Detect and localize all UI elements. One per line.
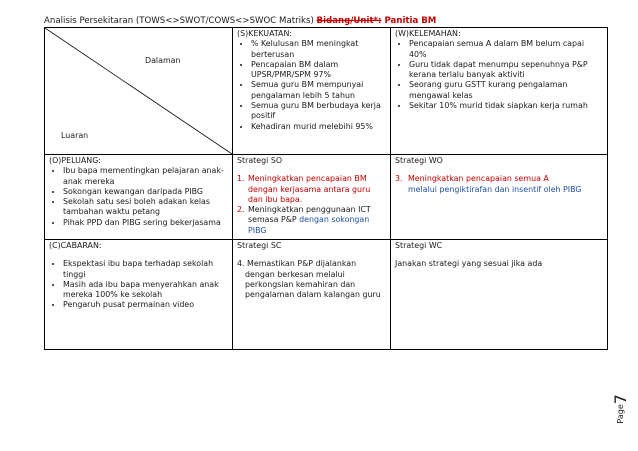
weakness-item: • Sekitar 10% murid tidak siapkan kerja rumah	[409, 101, 603, 111]
weakness-item: • Guru tidak dapat menumpu sepenuhnya P&P kerana terlalu banyak aktiviti	[409, 60, 603, 81]
document-title	[44, 16, 436, 26]
opportunity-item: • Pihak PPD dan PIBG sering bekerjasama	[63, 218, 228, 228]
so-item-2	[237, 205, 386, 236]
opportunities-list	[49, 166, 228, 228]
threat-item: • Masih ada ibu bapa menyerahkan anak mereka 100% ke sekolah	[63, 280, 228, 301]
corner-dalam-label: Dalaman	[145, 56, 181, 65]
title-suffix: Panitia BM	[381, 16, 437, 26]
strategy-sc-heading: Strategi SC	[237, 241, 282, 250]
strategy-so-cell	[233, 155, 391, 240]
strategy-wc-cell	[391, 240, 608, 350]
weakness-item: • Seorang guru GSTT kurang pengalaman mengawal kelas	[409, 80, 603, 101]
weaknesses-cell	[391, 28, 608, 155]
wo-item	[395, 174, 603, 195]
title-prefix: Analisis Persekitaran (TOWS<>SWOT/COWS<>SWOC Matriks)	[44, 16, 317, 26]
strategy-sc-cell	[233, 240, 391, 350]
strategy-wo-heading: Strategi WO	[395, 156, 443, 165]
strengths-cell	[233, 28, 391, 155]
weaknesses-heading: (W)KELEMAHAN:	[395, 29, 461, 38]
opportunity-item: • Sokongan kewangan daripada PIBG	[63, 187, 228, 197]
wo-item-blue-text: melalui pengiktirafan dan insentif oleh PIBG	[408, 184, 582, 194]
weakness-item: • Pencapaian semua A dalam BM belum capai 40%	[409, 39, 603, 60]
wo-item-red-text: Meningkatkan pencapaian semua A	[408, 174, 549, 184]
threat-item: • Ekspektasi ibu bapa terhadap sekolah tinggi	[63, 259, 228, 280]
wc-item-text: Janakan strategi yang sesuai jika ada	[395, 259, 543, 269]
threats-list	[49, 259, 228, 310]
strength-item: • Pencapaian BM dalam UPSR/PMR/SPM 97%	[251, 60, 386, 81]
opportunity-item: • Ibu bapa mementingkan pelajaran anak-anak mereka	[63, 166, 228, 187]
opportunity-item: • Sekolah satu sesi boleh adakan kelas tambahan waktu petang	[63, 197, 228, 218]
so-item-1	[237, 174, 386, 205]
weaknesses-list	[395, 39, 603, 111]
page-label: Page	[616, 404, 625, 424]
threats-cell	[45, 240, 233, 350]
opportunities-heading: (O)PELUANG:	[49, 156, 101, 165]
threat-item: • Pengaruh pusat permainan video	[63, 300, 228, 310]
threats-heading: (C)CABARAN:	[49, 241, 102, 250]
sc-item-text: 4. Memastikan P&P dijalankan dengan berkesan melalui perkongsian kemahiran dan pengalaman dalam kalangan guru	[237, 259, 381, 300]
title-struck-text: Bidang/Unit*:	[316, 16, 382, 26]
so-item-2-blue-text: dengan sokongan	[296, 215, 370, 225]
opportunities-cell	[45, 155, 233, 240]
corner-luaran-label: Luaran	[61, 131, 89, 140]
strategy-wc-heading: Strategi WC	[395, 241, 443, 250]
so-item-2-text: Meningkatkan penggunaan ICT semasa P&P	[248, 205, 371, 225]
page-number-value: 7	[611, 394, 630, 405]
strength-item: • Semua guru BM berbudaya kerja positif	[251, 101, 386, 122]
so-item-1-text: Meningkatkan pencapaian BM dengan kerjasama antara guru dan ibu bapa.	[248, 174, 371, 204]
strategy-wo-cell	[391, 155, 608, 240]
so-item-2-tail: PIBG	[248, 225, 267, 235]
so-item-2-number: 2.	[237, 205, 245, 215]
so-item-1-number: 1.	[237, 174, 245, 184]
wo-item-number: 3.	[395, 174, 403, 184]
strengths-list	[237, 39, 386, 132]
strength-item: • Semua guru BM mempunyai pengalaman lebih 5 tahun	[251, 80, 386, 101]
strategy-so-heading: Strategi SO	[237, 156, 283, 165]
strength-item: • Kehadiran murid melebihi 95%	[251, 122, 386, 132]
page-number	[611, 394, 630, 424]
matrix-corner-cell	[45, 28, 233, 155]
strength-item: • % Kelulusan BM meningkat berterusan	[251, 39, 386, 60]
tows-matrix-table	[44, 27, 608, 350]
strengths-heading: (S)KEKUATAN:	[237, 29, 293, 38]
